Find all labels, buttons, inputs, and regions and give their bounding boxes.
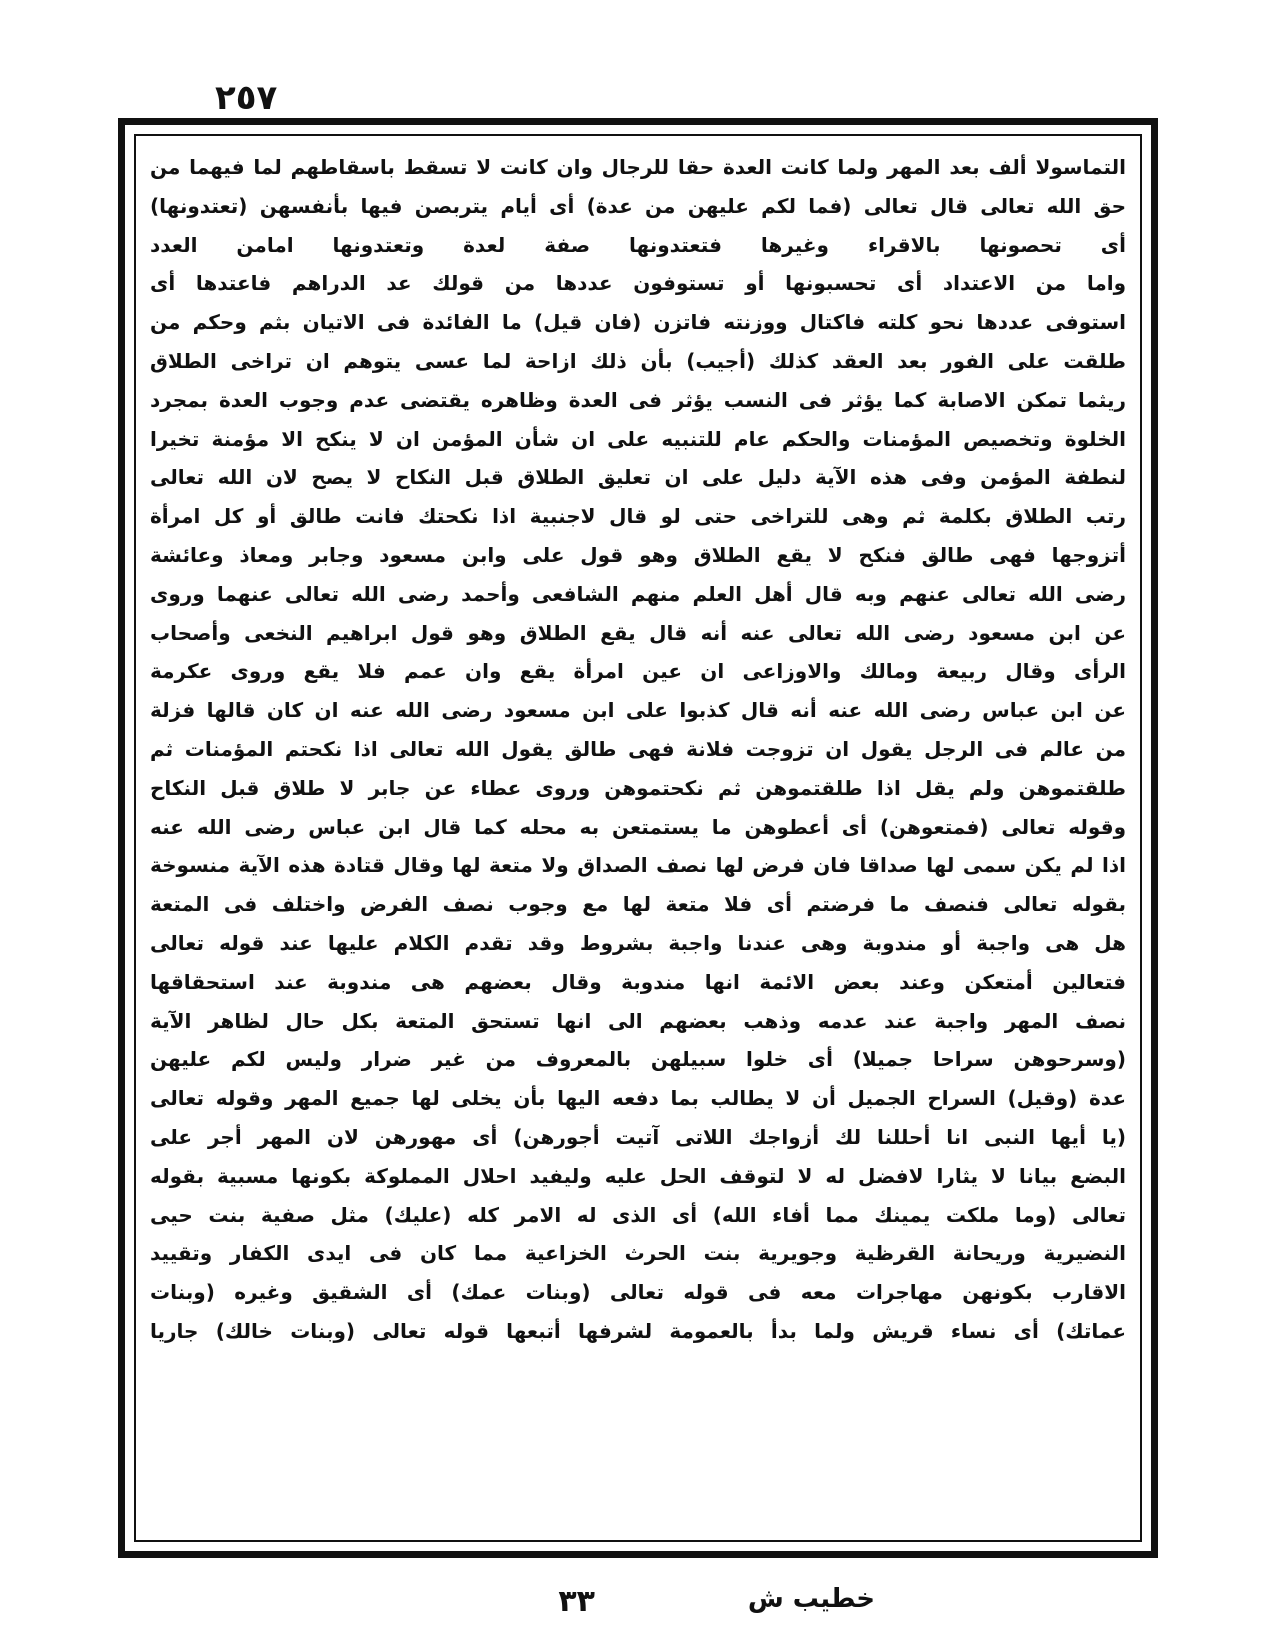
text-line: من عالم فى الرجل يقول ان تزوجت فلانة فهى طالق يقول الله تعالى اذا نكحتم المؤمنات ثم — [150, 736, 1126, 761]
text-line: نصف المهر واجبة عند عدمه وذهب بعضهم الى انها تستحق المتعة بكل حال لظاهر الآية — [150, 1008, 1126, 1033]
text-line: فتعالين أمتعكن وعند بعض الائمة انها مندوبة وقال بعضهم هى مندوبة عند استحقاقها — [150, 969, 1126, 994]
text-line: (وسرحوهن سراحا جميلا) أى خلوا سبيلهن بالمعروف من غير ضرار وليس لكم عليهن — [150, 1047, 1126, 1072]
text-line: الاقارب بكونهن مهاجرات معه فى قوله تعالى (وبنات عمك) أى الشقيق وغيره (وبنات — [150, 1280, 1126, 1305]
text-line: (يا أيها النبى انا أحللنا لك أزواجك اللاتى آتيت أجورهن) أى مهورهن لان المهر أجر على — [150, 1124, 1126, 1149]
text-line: البضع بيانا لا يثارا لافضل له لا لتوقف الحل عليه وليفيد احلال المملوكة بكونها مسبية بقوله — [150, 1163, 1126, 1188]
text-line: النضيرية وريحانة القرظية وجويرية بنت الحرث الخزاعية مما كان فى ايدى الكفار وتقييد — [150, 1241, 1126, 1266]
text-line: التماسولا ألف بعد المهر ولما كانت العدة حقا للرجال وان كانت لا تسقط باسقاطهم لما فيهما من — [150, 155, 1126, 179]
text-line: حق الله تعالى قال تعالى (فما لكم عليهن من عدة) أى أيام يتربصن فيها بأنفسهن (تعتدونها) — [150, 193, 1126, 218]
page-footer — [0, 1584, 1275, 1624]
text-line: اذا لم يكن سمى لها صداقا فان فرض لها نصف الصداق ولا متعة لها وقال قتادة هذه الآية منسوخة — [150, 853, 1126, 878]
text-line: رضى الله تعالى عنهم وبه قال أهل العلم منهم الشافعى وأحمد رضى الله تعالى عنهما وروى — [150, 581, 1126, 606]
text-line: عن ابن عباس رضى الله عنه أنه قال كذبوا على ابن مسعود رضى الله عنه ان كان قالها فزلة — [150, 698, 1126, 723]
text-line: أتزوجها فهى طالق فنكح لا يقع الطلاق وهو قول على وابن مسعود وجابر ومعاذ وعائشة — [150, 542, 1126, 567]
text-line: طلقت على الفور بعد العقد كذلك (أجيب) بأن ذلك ازاحة لما عسى يتوهم ان تراخى الطلاق — [150, 348, 1126, 373]
text-line: عدة (وقيل) السراح الجميل أن لا يطالب بما دفعه اليها بأن يخلى لها جميع المهر وقوله تعالى — [150, 1086, 1126, 1111]
text-line: الخلوة وتخصيص المؤمنات والحكم عام للتنبيه على ان شأن المؤمن ان لا ينكح الا مؤمنة تخيرا — [150, 426, 1126, 451]
body-text — [150, 148, 1126, 1538]
text-line: هل هى واجبة أو مندوبة وهى عندنا واجبة بشروط وقد تقدم الكلام عليها عند قوله تعالى — [150, 930, 1126, 955]
text-line: أى تحصونها بالاقراء وغيرها فتعتدونها صفة لعدة وتعتدونها امامن العدد — [150, 232, 1126, 257]
footer-signature: خطيب ش — [747, 1584, 875, 1614]
text-line: الرأى وقال ربيعة ومالك والاوزاعى ان عين امرأة يقع وان عمم فلا يقع وروى عكرمة — [150, 659, 1126, 684]
text-line: واما من الاعتداد أى تحسبونها أو تستوفون عددها من قولك عد الدراهم فاعتدها أى — [150, 271, 1126, 296]
text-line: بقوله تعالى فنصف ما فرضتم أى فلا متعة لها مع وجوب نصف الفرض واختلف فى المتعة — [150, 892, 1126, 917]
text-line: عماتك) أى نساء قريش ولما بدأ بالعمومة لشرفها أتبعها قوله تعالى (وبنات خالك) جاريا — [150, 1318, 1126, 1343]
footer-sheet-number: ٣٣ — [558, 1584, 595, 1619]
text-line: رتب الطلاق بكلمة ثم وهى للتراخى حتى لو قال لاجنبية اذا نكحتك فانت طالق أو كل امرأة — [150, 504, 1126, 529]
page-number: ٢٥٧ — [215, 78, 278, 118]
text-line: طلقتموهن ولم يقل اذا طلقتموهن ثم نكحتموهن وروى عطاء عن جابر لا طلاق قبل النكاح — [150, 775, 1126, 800]
text-line: استوفى عددها نحو كلته فاكتال ووزنته فاتزن (فان قيل) ما الفائدة فى الاتيان بثم وحكم من — [150, 310, 1126, 335]
text-line: تعالى (وما ملكت يمينك مما أفاء الله) أى الذى له الامر كله (عليك) مثل صفية بنت حيى — [150, 1202, 1126, 1227]
text-line: لنطفة المؤمن وفى هذه الآية دليل على ان تعليق الطلاق قبل النكاح لا يصح لان الله تعالى — [150, 465, 1126, 490]
text-line: ريثما تمكن الاصابة كما يؤثر فى النسب يؤثر فى العدة وظاهره يقتضى عدم وجوب العدة بمجرد — [150, 387, 1126, 412]
text-line: عن ابن مسعود رضى الله تعالى عنه أنه قال يقع الطلاق وهو قول ابراهيم النخعى وأصحاب — [150, 620, 1126, 645]
text-line: وقوله تعالى (فمتعوهن) أى أعطوهن ما يستمتعن به محله كما قال ابن عباس رضى الله عنه — [150, 814, 1126, 839]
